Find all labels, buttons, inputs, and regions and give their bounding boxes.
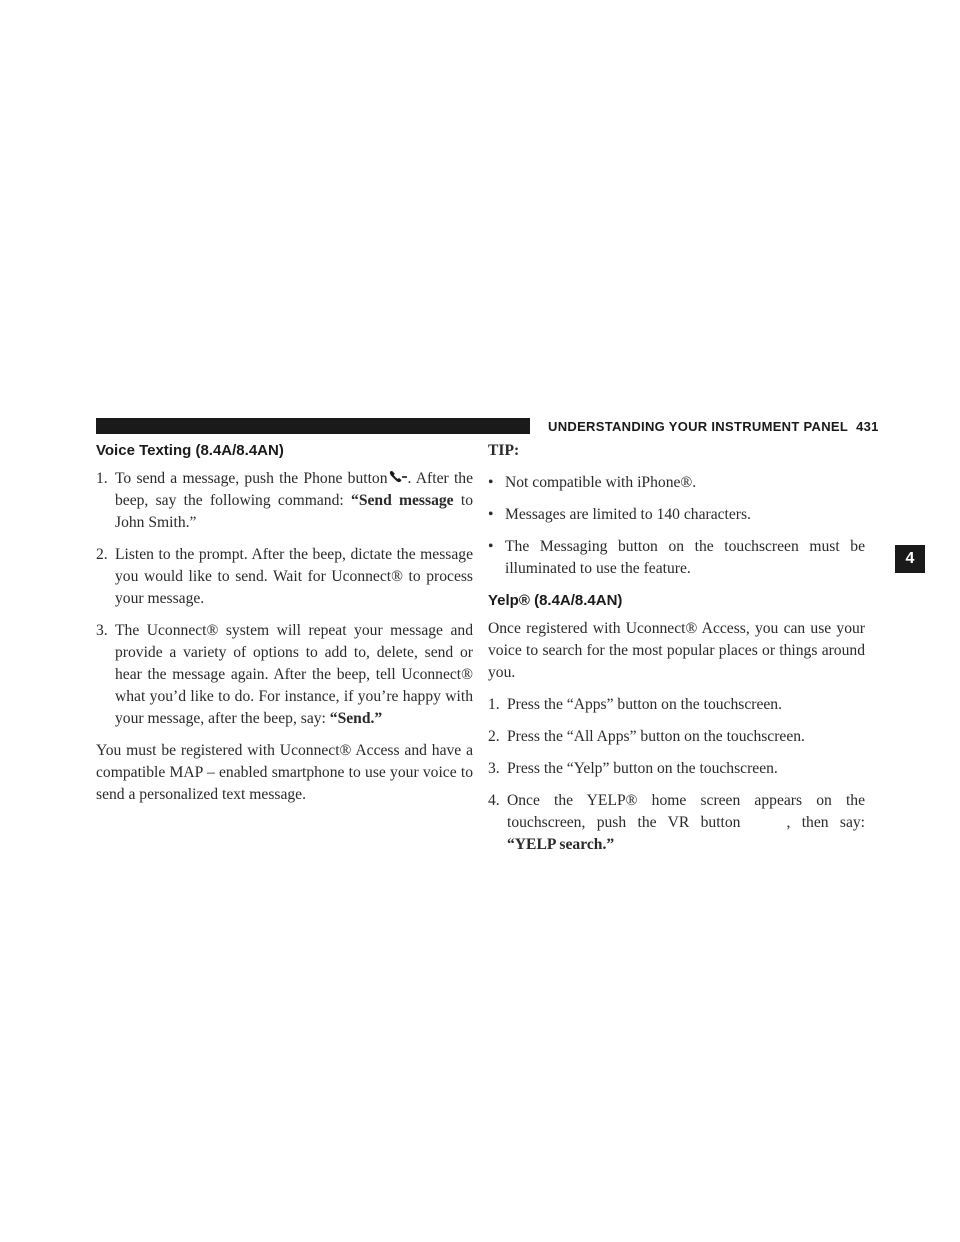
- list-item: [488, 758, 865, 780]
- list-number: 1.: [488, 696, 500, 713]
- list-text: Not compatible with iPhone®.: [505, 474, 697, 491]
- list-item: [488, 536, 865, 580]
- list-item: [96, 544, 473, 610]
- registration-paragraph: You must be registered with Uconnect® Access and have a compatible MAP – enabled smartphone to use your voice to send a personalized text message.: [96, 742, 473, 803]
- right-column: [488, 440, 865, 866]
- list-item: [96, 468, 473, 534]
- header-title: UNDERSTANDING YOUR INSTRUMENT PANEL: [548, 419, 849, 434]
- list-item: [488, 790, 865, 856]
- header-rule: [96, 418, 530, 434]
- list-text: Listen to the prompt. After the beep, dictate the message you would like to send. Wait for Uconnect® to process your message.: [115, 546, 473, 607]
- list-number: 3.: [488, 760, 500, 777]
- list-text: Once the YELP® home screen appears on the touchscreen, push the VR button , then say: “YELP search.”: [507, 792, 865, 853]
- list-item: [488, 726, 865, 748]
- list-item: [488, 472, 865, 494]
- bullet-icon: •: [488, 506, 494, 523]
- yelp-intro: Once registered with Uconnect® Access, you can use your voice to search for the most popular places or things around you.: [488, 620, 865, 681]
- running-header: [548, 418, 879, 436]
- list-text: Press the “All Apps” button on the touchscreen.: [507, 728, 805, 745]
- list-text: The Uconnect® system will repeat your message and provide a variety of options to add to, delete, send or hear the message again. After the beep, tell Uconnect® what you’d like to do. For instance, if you’re happy with your message, after the beep, say: “Send.”: [115, 622, 473, 727]
- list-number: 2.: [96, 546, 108, 563]
- list-number: 4.: [488, 792, 500, 809]
- left-column: [96, 440, 473, 816]
- page-number: 431: [856, 419, 879, 434]
- list-item: [488, 694, 865, 716]
- list-text: The Messaging button on the touchscreen must be illuminated to use the feature.: [505, 538, 865, 577]
- list-text: Messages are limited to 140 characters.: [505, 506, 751, 523]
- voice-texting-heading: Voice Texting (8.4A/8.4AN): [96, 442, 284, 459]
- list-item: [96, 620, 473, 730]
- list-number: 3.: [96, 622, 108, 639]
- yelp-heading: Yelp® (8.4A/8.4AN): [488, 592, 623, 609]
- tip-label: TIP:: [488, 442, 520, 459]
- bullet-icon: •: [488, 538, 494, 555]
- list-item: [488, 504, 865, 526]
- list-number: 2.: [488, 728, 500, 745]
- bullet-icon: •: [488, 474, 494, 491]
- list-number: 1.: [96, 470, 108, 487]
- list-text: Press the “Yelp” button on the touchscreen.: [507, 760, 778, 777]
- chapter-tab: 4: [895, 545, 925, 573]
- phone-icon: [388, 470, 408, 484]
- list-text: Press the “Apps” button on the touchscreen.: [507, 696, 782, 713]
- list-text: To send a message, push the Phone button . After the beep, say the following command: “Send message to John Smith.”: [115, 470, 473, 531]
